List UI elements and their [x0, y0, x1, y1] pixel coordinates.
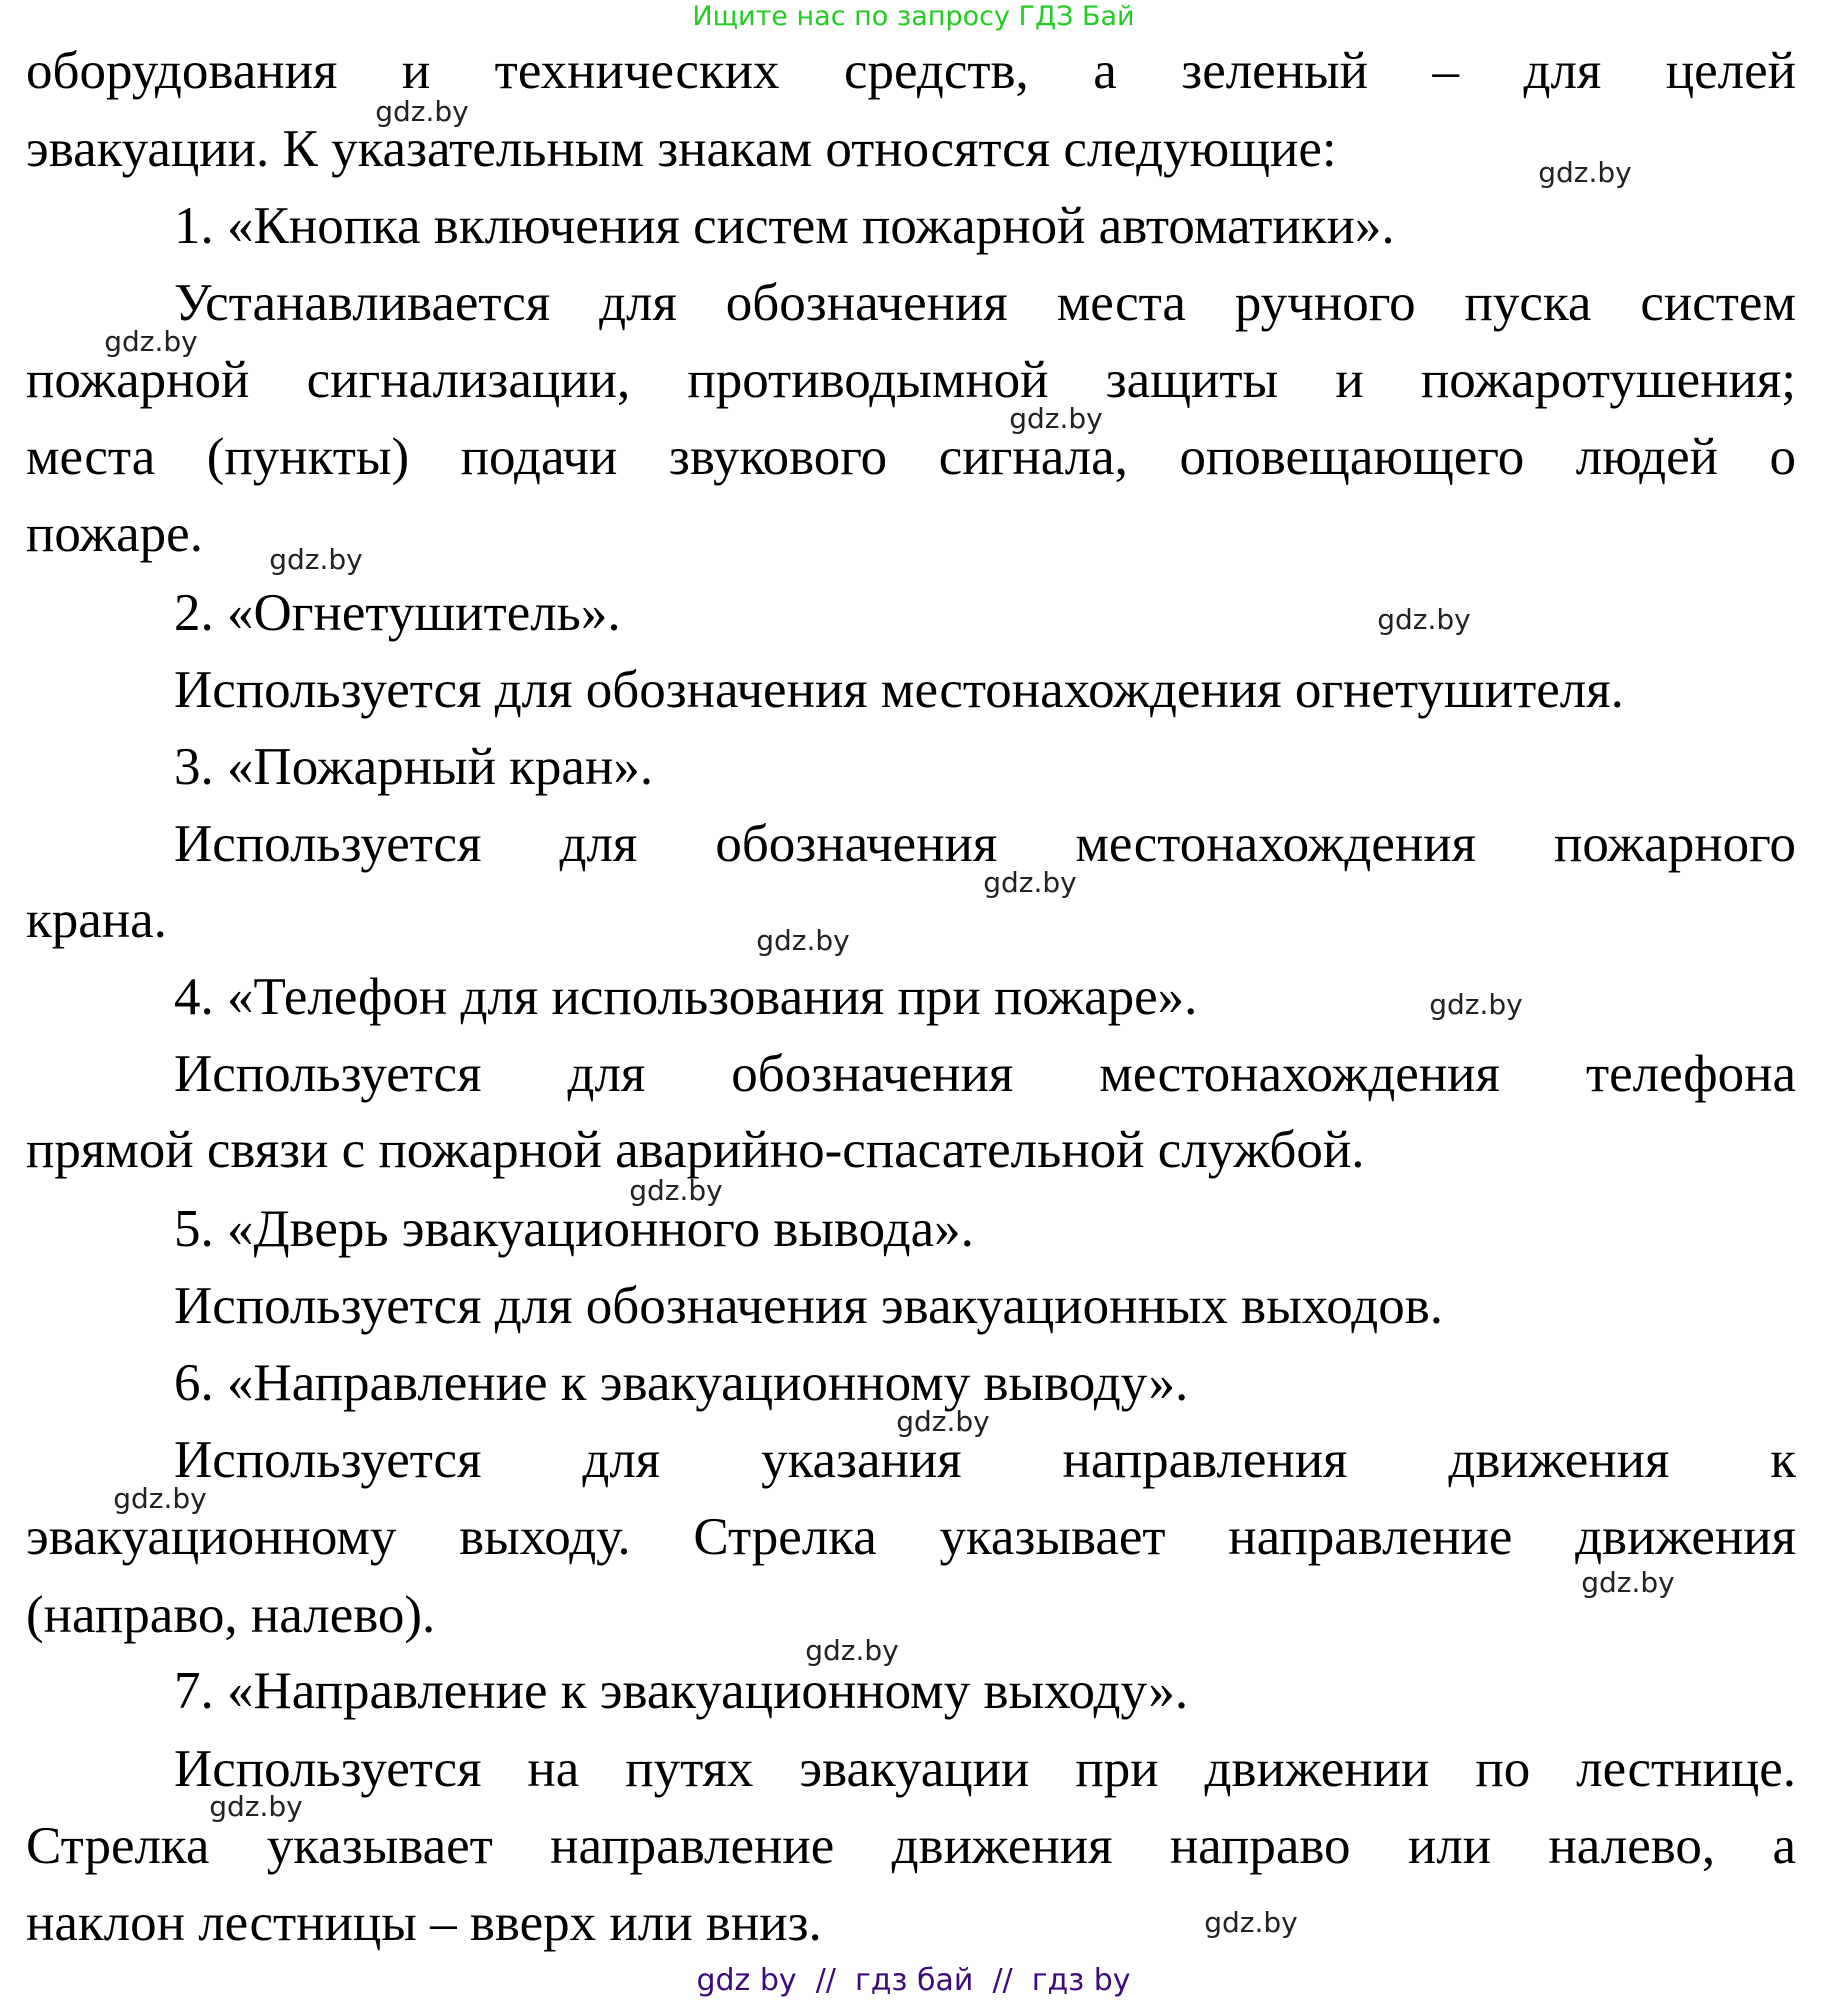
list-item-heading: 6. «Направление к эвакуационному выводу».: [174, 1354, 1189, 1412]
watermark: gdz.by: [1581, 1566, 1675, 1599]
list-item-heading: 5. «Дверь эвакуационного вывода».: [174, 1200, 974, 1258]
text-line: крана.: [26, 891, 167, 949]
text-line: Используется для обозначения местонахождения огнетушителя.: [174, 661, 1624, 719]
watermark: gdz.by: [1538, 156, 1632, 189]
text-line: Используется для обозначения местонахождения телефона: [174, 1045, 1796, 1103]
text-line: Стрелка указывает направление движения направо или налево, а: [26, 1817, 1796, 1875]
watermark: gdz.by: [1204, 1906, 1298, 1939]
text-line: Используется для обозначения местонахождения пожарного: [174, 815, 1796, 873]
text-line: эвакуационному выходу. Стрелка указывает направление движения: [26, 1508, 1796, 1566]
text-line: оборудования и технических средств, а зеленый – для целей: [26, 42, 1796, 100]
text-line: наклон лестницы – вверх или вниз.: [26, 1894, 822, 1952]
watermark: gdz.by: [113, 1482, 207, 1515]
watermark: gdz.by: [375, 95, 469, 128]
text-line: Устанавливается для обозначения места ручного пуска систем: [174, 274, 1796, 332]
text-line: Используется для обозначения эвакуационных выходов.: [174, 1277, 1443, 1335]
text-line: прямой связи с пожарной аварийно-спасательной службой.: [26, 1121, 1365, 1179]
watermark: gdz.by: [1009, 402, 1103, 435]
watermark: gdz.by: [269, 543, 363, 576]
watermark: gdz.by: [1429, 988, 1523, 1021]
list-item-heading: 3. «Пожарный кран».: [174, 738, 654, 796]
text-line: Используется на путях эвакуации при движении по лестнице.: [174, 1740, 1796, 1798]
watermark: gdz.by: [1377, 603, 1471, 636]
watermark: gdz.by: [209, 1790, 303, 1823]
search-hint-banner: Ищите нас по запросу ГДЗ Бай: [692, 1, 1135, 32]
watermark: gdz.by: [896, 1405, 990, 1438]
text-line: места (пункты) подачи звукового сигнала, оповещающего людей о: [26, 428, 1796, 486]
site-footer-links: gdz by // гдз бай // гдз by: [696, 1963, 1131, 1998]
watermark: gdz.by: [983, 866, 1077, 899]
watermark: gdz.by: [756, 924, 850, 957]
list-item-heading: 7. «Направление к эвакуационному выходу».: [174, 1662, 1189, 1720]
text-line: эвакуации. К указательным знакам относятся следующие:: [26, 120, 1337, 178]
text-line: пожарной сигнализации, противодымной защиты и пожаротушения;: [26, 351, 1796, 409]
watermark: gdz.by: [629, 1174, 723, 1207]
list-item-heading: 1. «Кнопка включения систем пожарной автоматики».: [174, 197, 1395, 255]
list-item-heading: 4. «Телефон для использования при пожаре».: [174, 968, 1198, 1026]
watermark: gdz.by: [805, 1634, 899, 1667]
watermark: gdz.by: [104, 325, 198, 358]
list-item-heading: 2. «Огнетушитель».: [174, 584, 621, 642]
text-line: (направо, налево).: [26, 1586, 436, 1644]
text-line: пожаре.: [26, 505, 203, 563]
text-line: Используется для указания направления движения к: [174, 1431, 1796, 1489]
